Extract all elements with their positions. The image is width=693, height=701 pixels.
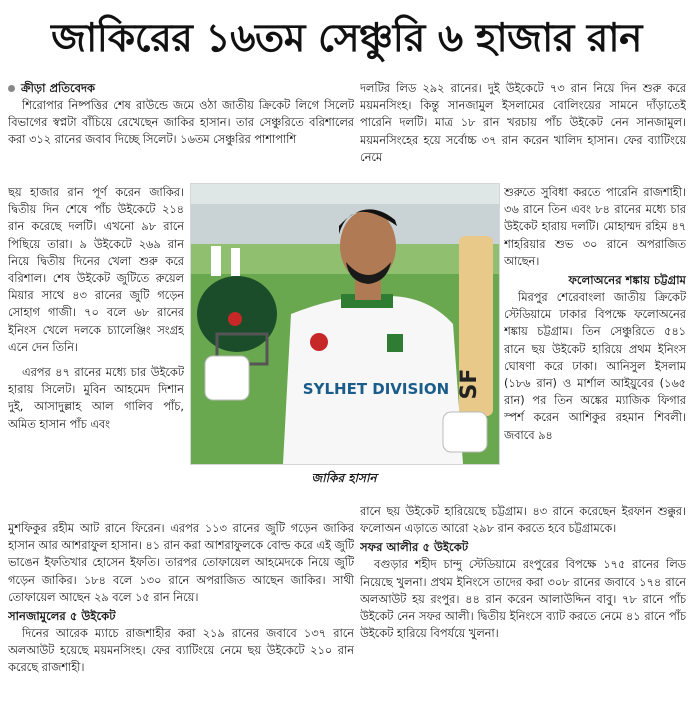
paragraph-safar: বগুড়ার শহীদ চান্দু স্টেডিয়ামে রংপুরের বিপক্ষে ১৭৫ রানের লিড নিয়েছে খুলনা। প্রথম ইনিংসে তাদের করা ৩০৮ রানের জবাবে ১৭৪ রানে অলআউট হয় রংপুর। ৪৪ রান করেন আলাউদ্দিন বাবু। ৭৮ রানে পাঁচ উইকেট নেন সফর আলী। দ্বিতীয় ইনিংসে ব্যাট করতে নেমে ৪১ রানে পাঁচ উইকেট হারিয়ে বিপর্যয়ে খুলনা।: [360, 558, 686, 641]
paragraph-chattogram: মিরপুর শেরেবাংলা জাতীয় ক্রিকেট স্টেডিয়ামে ঢাকার বিপক্ষে ফলোঅনের শঙ্কায় চট্টগ্রাম। তিন সেঞ্চুরিতে ৫৪১ রানে ছয় উইকেট হারিয়ে প্রথম ইনিংস ঘোষণা করে ঢাকা। আনিসুল ইসলাম (১৮৬ রান) ও মার্শাল আইয়ুবের (১৬৫ রান) পর তিন অঙ্কের ম্যাজিক ফিগার স্পর্শ করেন আশিকুর রহমান শিবলী। জবাবে ৯৪: [504, 291, 686, 442]
team-badge-icon: [387, 334, 403, 352]
paragraph-left-bottom: মুশফিকুর রহীম আট রানে ফিরেন। এরপর ১১৩ রানের জুটি গড়েন জাকির হাসান আর আশরাফুল হাসান। ৪১ রান করা আশরাফুলকে বোল্ড করে এই জুটি ভাঙেন ইফতিখার হোসেন ইফতি। তারপর তোফায়েল আহমেদকে নিয়ে জুটি গড়েন জাকির। ১৮৪ বলে ১৩০ রানে অপরাজিত আছেন জাকির। সাথী তোফায়েল আছেন ২৯ বলে ১৫ রান নিয়ে।: [8, 522, 354, 604]
sponsor-logo-icon: [310, 333, 328, 351]
article-right-bottom: [360, 503, 686, 695]
paragraph-right-top: দলটির লিড ২৯২ রানের। দুই উইকেটে ৭৩ রান নিয়ে দিন শুরু করে ময়মনসিংহ। কিন্তু সানজামুল ইসলামের বোলিংয়ের সামনে দাঁড়াতেই পারেনি দলটি। মাত্র ১৮ রান খরচায় পাঁচ উইকেট নেন সানজামুল। ময়মনসিংহের হয়ে সর্বোচ্চ ৩৭ রান করেন খালিদ হাসান। ফের ব্যাটিংয়ে নেমে: [360, 82, 686, 164]
article-intro: [8, 80, 354, 184]
paragraph-left-mid-2: এরপর ৪৭ রানের মধ্যে চার উইকেট হারায় সিলেট। মুবিন আহমেদ দিশান দুই, আসাদুল্লাহ আল গালিব পাঁচ, অমিত হাসান পাঁচ এবং: [8, 366, 184, 431]
subheading-sanjamul: সানজামুলের ৫ উইকেট: [8, 609, 116, 624]
photo-caption: জাকির হাসান: [311, 471, 377, 485]
paragraph-intro: শিরোপার নিষ্পত্তির শেষ রাউন্ডে জমে ওঠা জাতীয় ক্রিকেট লিগে সিলেট বিভাগের স্বপ্নটা বাঁচিয়ে রেখেছেন জাকির হাসান। তার সেঞ্চুরিতে বরিশালের করা ৩১২ রানের জবাব দিচ্ছে সিলেট। ১৬তম সেঞ্চুরির পাশাপাশি: [8, 99, 354, 147]
jersey-text: SYLHET DIVISION: [302, 380, 450, 398]
paragraph-left-mid-1: ছয় হাজার রান পূর্ণ করেন জাকির। দ্বিতীয় দিন শেষে পাঁচ উইকেটে ২১৪ রান করেছে দলটি। এখনো ৯৮ রানে পিছিয়ে তারা। ৯ উইকেটে ২৬৯ রান নিয়ে দ্বিতীয় দিনের খেলা শুরু করে বরিশাল। শেষ উইকেট জুটিতে রুয়েল মিয়ার সাথে ৪৩ রানের জুটি গড়েন সোহাগ গাজী। ৭০ বলে ৬৮ রানের ইনিংস খেলে দলকে চ্যালেঞ্জিং সংগ্রহ এনে দেন তিনি।: [8, 186, 184, 354]
byline-text: ক্রীড়া প্রতিবেদক: [21, 81, 96, 95]
paragraph-sanjamul: দিনের আরেক ম্যাচে রাজশাহীর করা ২১৯ রানের জবাবে ১৩৭ রানে অলআউট হয়েছে ময়মনসিংহ। ফের ব্যাটিংয়ে নেমে ছয় উইকেটে ২১০ রান করেছে রাজশাহী।: [8, 627, 354, 675]
batting-glove-left: [205, 356, 249, 400]
byline: [8, 80, 354, 97]
bullet-icon: [8, 85, 15, 92]
article-right-narrow: [504, 184, 686, 502]
paragraph-right-mid: শুরুতে সুবিধা করতে পারেনি রাজশাহী। ৩৬ রানে তিন এবং ৮৪ রানের মধ্যে চার উইকেট হারায় দলটি। মোহাম্মদ রহিম ৪৭ শাহরিয়ার শুভ ৩০ রানে অপরাজিত আছেন।: [504, 186, 686, 268]
article-left-narrow: [8, 184, 184, 520]
bat-logo: SF: [457, 368, 482, 400]
fielder-figure: [211, 246, 221, 276]
player-photo-illustration: [191, 184, 499, 464]
helmet-badge-icon: [228, 312, 242, 326]
batting-glove-right: [443, 412, 487, 452]
player-photo: [190, 183, 500, 465]
subheading-safar: সফর আলীর ৫ উইকেট: [360, 540, 469, 555]
headline: জাকিরের ১৬তম সেঞ্চুরি ৬ হাজার রান: [51, 16, 642, 61]
article-right-top: [360, 80, 686, 184]
fielder-figure: [231, 248, 240, 276]
subheading-chattogram: ফলোঅনের শঙ্কায় চট্টগ্রাম: [568, 273, 686, 288]
paragraph-right-bottom: রানে ছয় উইকেট হারিয়েছে চট্টগ্রাম। ৪৩ রানে করেছেন ইরফান শুক্কুর। ফলোঅন এড়াতে আরো ২৯৮ রান করতে হবে চট্টগ্রামকে।: [360, 505, 686, 536]
article-left-bottom: [8, 520, 354, 695]
